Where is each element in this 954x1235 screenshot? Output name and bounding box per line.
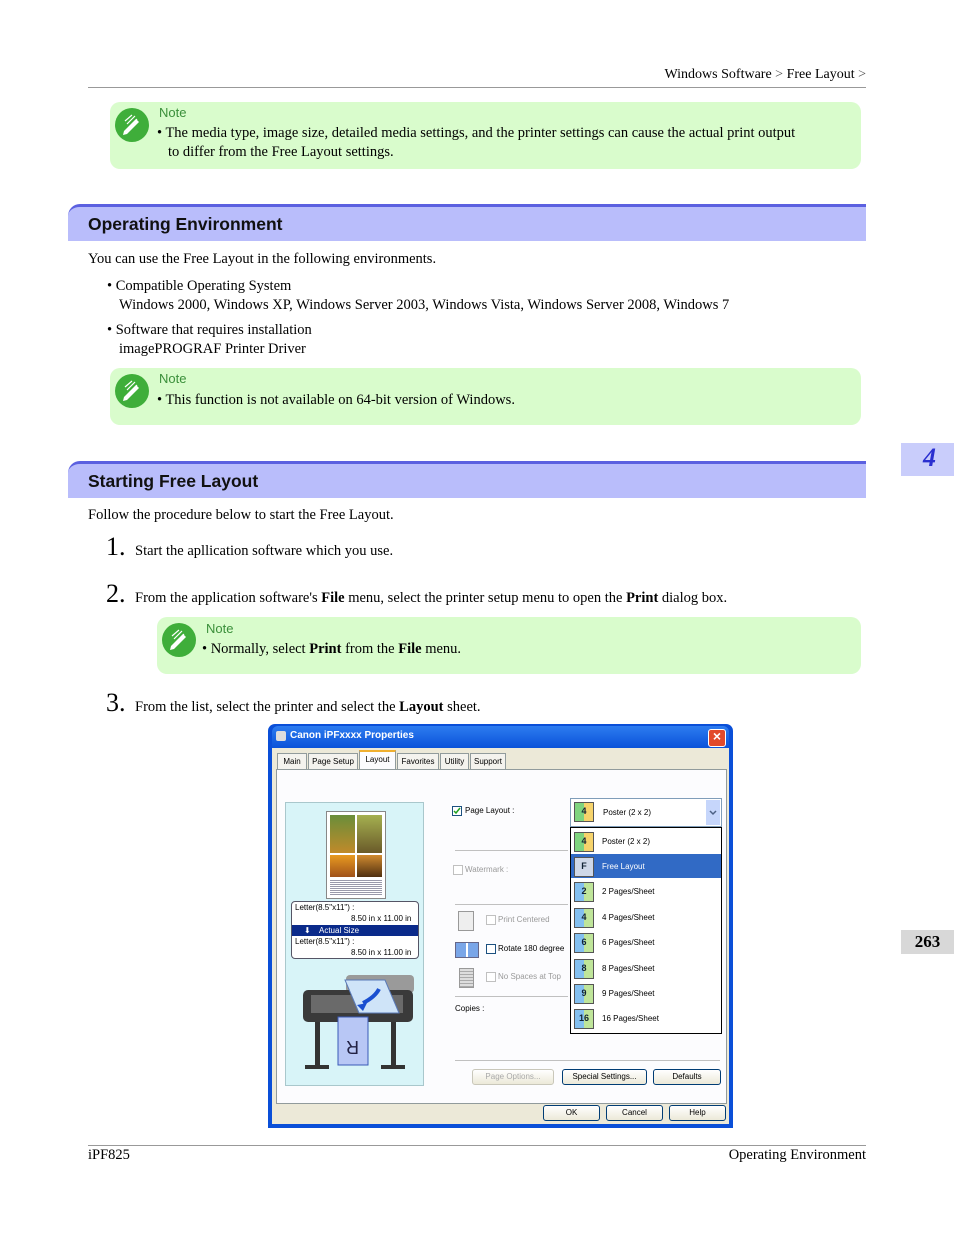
free-layout-icon: F <box>574 857 594 877</box>
actual-size-label: Actual Size <box>319 926 360 935</box>
chevron-down-icon[interactable] <box>706 800 720 825</box>
note-pencil-icon <box>162 623 196 657</box>
breadcrumb-item: Windows Software <box>664 67 772 82</box>
dialog-title: Canon iPFxxxx Properties <box>290 730 414 741</box>
printer-properties-dialog <box>268 724 733 1128</box>
pages-per-sheet-icon: 8 <box>574 959 594 979</box>
page-layout-dropdown <box>570 827 722 1034</box>
rotate-180-label: Rotate 180 degree <box>498 944 565 953</box>
poster-layout-icon: 4 <box>574 832 594 852</box>
list-item[interactable] <box>571 905 721 929</box>
paper-size-label: Letter(8.5"x11") : <box>295 903 355 912</box>
pages-per-sheet-icon: 16 <box>574 1009 594 1029</box>
pages-per-sheet-icon: 6 <box>574 933 594 953</box>
page-number: 263 <box>914 932 941 951</box>
pages-per-sheet-icon: 9 <box>574 984 594 1004</box>
chapter-tab <box>901 443 954 476</box>
down-arrow-icon: ⬇ <box>304 926 311 935</box>
close-icon: × <box>712 728 722 744</box>
step-text: From the list, select the printer and select the Layout sheet. <box>135 699 481 715</box>
help-button[interactable]: Help <box>669 1105 726 1121</box>
footer-rule <box>88 1145 866 1146</box>
divider <box>455 850 568 851</box>
rotate-180-checkbox[interactable] <box>486 944 496 954</box>
list-item-label: 4 Pages/Sheet <box>602 913 655 922</box>
list-item[interactable] <box>571 1006 721 1030</box>
tab-page-setup[interactable]: Page Setup <box>308 753 358 769</box>
ok-button[interactable]: OK <box>543 1105 600 1121</box>
close-button[interactable] <box>708 729 726 747</box>
note-box <box>110 368 861 425</box>
tab-layout[interactable]: Layout <box>359 750 396 771</box>
list-item-label: Free Layout <box>602 862 645 871</box>
printed-paper-mark: R <box>346 1037 359 1057</box>
note-text: to differ from the Free Layout settings. <box>168 144 394 160</box>
print-centered-icon <box>458 911 474 931</box>
dialog-body <box>272 748 729 1124</box>
list-item[interactable] <box>571 930 721 954</box>
paper-info-box <box>291 901 419 959</box>
rotate-icon <box>455 942 479 958</box>
note-pencil-icon <box>115 108 149 142</box>
tab-utility[interactable]: Utility <box>440 753 469 769</box>
list-item-selected[interactable] <box>571 854 721 878</box>
print-centered-checkbox[interactable] <box>486 915 496 925</box>
page-layout-label: Page Layout : <box>465 806 515 815</box>
layout-panel <box>276 769 727 1104</box>
list-item[interactable] <box>571 829 721 853</box>
section-heading <box>68 461 866 498</box>
list-item-label: 8 Pages/Sheet <box>602 964 655 973</box>
list-item[interactable] <box>571 956 721 980</box>
no-spaces-icon <box>459 968 474 988</box>
breadcrumb-item: Free Layout <box>786 67 855 82</box>
copies-label: Copies : <box>455 1004 485 1013</box>
list-item[interactable] <box>571 879 721 903</box>
paragraph: Follow the procedure below to start the Free Layout. <box>88 507 394 523</box>
list-item-label: 9 Pages/Sheet <box>602 989 655 998</box>
page-options-button[interactable]: Page Options... <box>472 1069 554 1085</box>
step-number: 2. <box>106 579 126 608</box>
tab-favorites[interactable]: Favorites <box>397 753 439 769</box>
list-item-label: 16 Pages/Sheet <box>602 1014 659 1023</box>
preview-area <box>285 802 424 1086</box>
step-number: 1. <box>106 532 126 561</box>
note-label: Note <box>206 621 234 636</box>
header-rule <box>88 87 866 88</box>
pages-per-sheet-icon: 2 <box>574 882 594 902</box>
list-item[interactable] <box>571 981 721 1005</box>
note-text: • Normally, select Print from the File menu. <box>202 641 462 657</box>
tab-main[interactable]: Main <box>277 753 307 769</box>
checkmark-icon <box>453 807 461 815</box>
list-item-detail: Windows 2000, Windows XP, Windows Server 2003, Windows Vista, Windows Server 2008, Windows 7 <box>119 297 730 313</box>
note-text: • The media type, image size, detailed media settings, and the printer settings can cause the actual print output <box>157 125 796 141</box>
note-label: Note <box>159 105 187 120</box>
page-layout-checkbox[interactable] <box>452 806 462 816</box>
list-item-label: 2 Pages/Sheet <box>602 887 655 896</box>
note-pencil-icon <box>115 374 149 408</box>
divider <box>455 996 568 997</box>
no-spaces-label: No Spaces at Top <box>498 972 562 981</box>
dialog-titlebar[interactable] <box>272 726 729 748</box>
breadcrumb <box>665 67 866 83</box>
cancel-button[interactable]: Cancel <box>606 1105 663 1121</box>
note-text: • This function is not available on 64-bit version of Windows. <box>157 392 515 408</box>
note-box <box>110 102 861 169</box>
actual-size-bar <box>292 925 418 936</box>
list-item: • Compatible Operating System <box>107 278 292 294</box>
list-item-label: Poster (2 x 2) <box>602 837 651 846</box>
paper-size-value: 8.50 in x 11.00 in <box>351 914 412 923</box>
page-layout-select[interactable] <box>570 798 722 827</box>
tab-support[interactable]: Support <box>470 753 506 769</box>
footer-left: iPF825 <box>88 1147 130 1163</box>
special-settings-button[interactable]: Special Settings... <box>562 1069 647 1085</box>
print-centered-label: Print Centered <box>498 915 550 924</box>
breadcrumb-separator: > <box>858 67 866 82</box>
list-item-label: 6 Pages/Sheet <box>602 938 655 947</box>
watermark-label: Watermark : <box>465 865 509 874</box>
poster-layout-icon: 4 <box>574 802 594 822</box>
section-title: Operating Environment <box>88 214 283 234</box>
printer-icon <box>276 731 286 741</box>
chapter-number: 4 <box>923 443 936 472</box>
poster-preview <box>326 811 386 899</box>
watermark-checkbox[interactable] <box>453 865 463 875</box>
step-text: Start the apllication software which you use. <box>135 543 394 559</box>
breadcrumb-separator: > <box>775 67 784 82</box>
defaults-button[interactable]: Defaults <box>653 1069 721 1085</box>
divider <box>455 904 568 905</box>
section-title: Starting Free Layout <box>88 471 259 491</box>
footer-right: Operating Environment <box>728 1147 866 1163</box>
paper-size-value: 8.50 in x 11.00 in <box>351 948 412 957</box>
page-number-tab <box>901 930 954 954</box>
list-item: • Software that requires installation <box>107 322 312 338</box>
divider <box>455 1060 720 1061</box>
page-layout-selected: Poster (2 x 2) <box>603 808 652 817</box>
paper-size-label: Letter(8.5"x11") : <box>295 937 355 946</box>
no-spaces-checkbox[interactable] <box>486 972 496 982</box>
pages-per-sheet-icon: 4 <box>574 908 594 928</box>
step-text: From the application software's File menu, select the printer setup menu to open the Print dialog box. <box>135 590 728 606</box>
paragraph: You can use the Free Layout in the following environments. <box>88 251 437 267</box>
step-number: 3. <box>106 688 126 717</box>
note-box <box>157 617 861 674</box>
list-item-detail: imagePROGRAF Printer Driver <box>119 341 306 357</box>
note-label: Note <box>159 371 187 386</box>
section-heading <box>68 204 866 241</box>
printer-illustration-icon <box>301 975 416 1080</box>
